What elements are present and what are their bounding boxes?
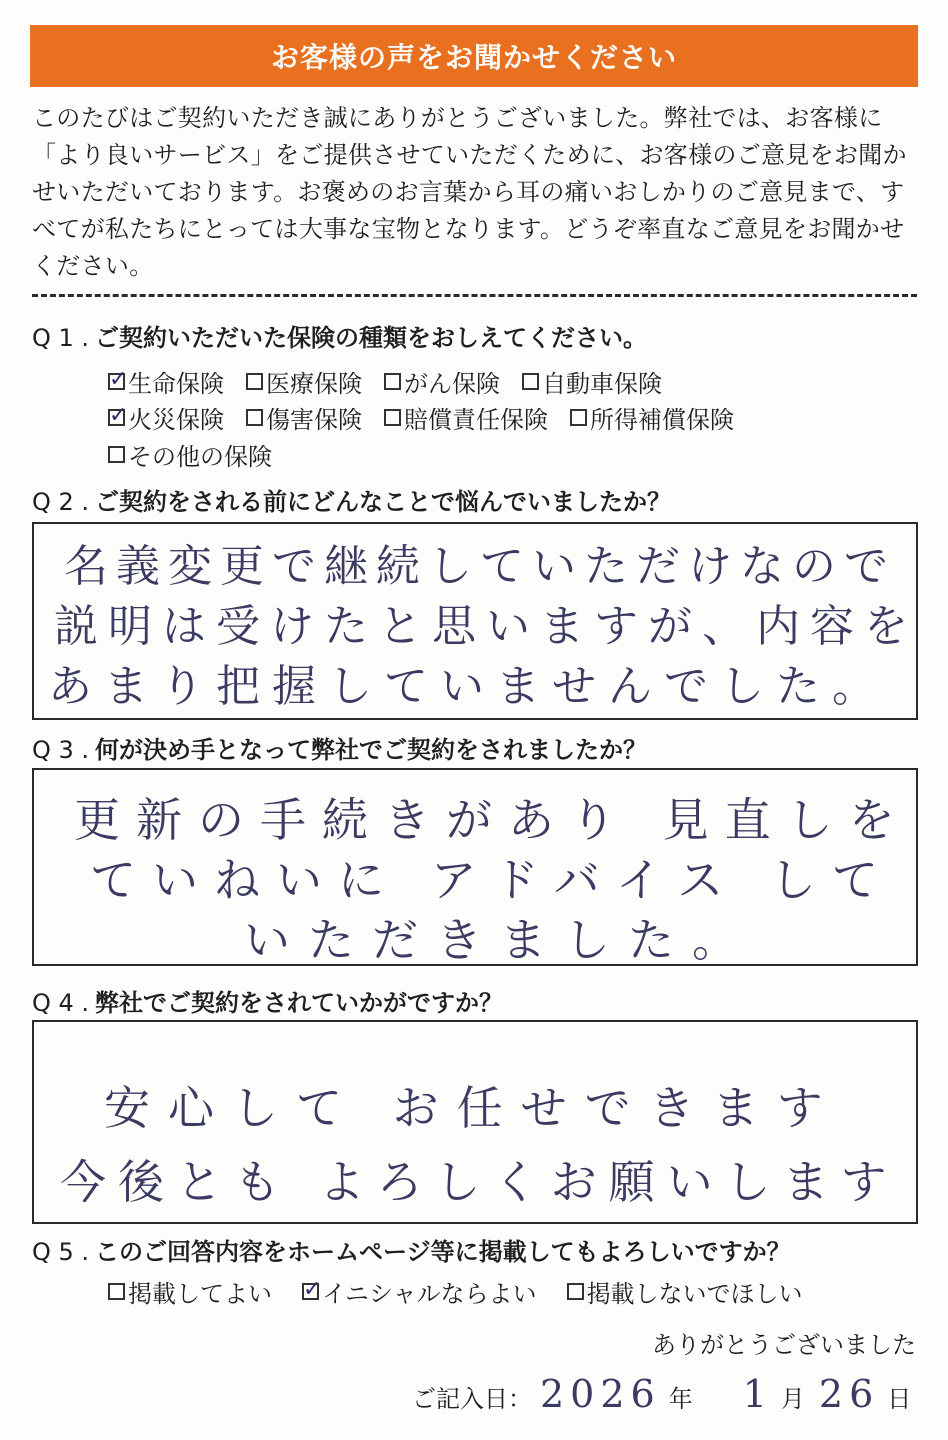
- q1-options-row-2: [108, 400, 756, 435]
- q1-option-income[interactable]: [570, 400, 734, 435]
- checkbox-icon[interactable]: [246, 409, 263, 426]
- answer-3-box[interactable]: [32, 768, 918, 966]
- entry-month[interactable]: 1: [742, 1372, 773, 1416]
- answer-3-line-3: いただきました。: [244, 913, 756, 967]
- intro-paragraph: このたびはご契約いただき誠にありがとうございました。弊社では、お客様に「より良いサービス」をご提供させていただくために、お客様のご意見をお聞かせいただいております。お褒めのお言葉から耳の痛いおしかりのご意見まで、すべてが私たちにとっては大事な宝物となります。どうぞ率直なご意見をお聞かせください。: [32, 104, 907, 280]
- q5-option-initials-ok[interactable]: [302, 1274, 537, 1309]
- dashed-divider: [32, 294, 917, 297]
- answer-2-line-2: 説明は受けたと思いますが、内容を: [54, 601, 918, 652]
- q5-option-publish-ok[interactable]: [108, 1274, 272, 1309]
- question-5-number: Q 5 .: [32, 1238, 90, 1266]
- q1-option-injury[interactable]: [246, 400, 362, 435]
- option-label: 掲載してよい: [128, 1280, 272, 1308]
- question-5-text: このご回答内容をホームページ等に掲載してもよろしいですか？: [95, 1238, 791, 1266]
- answer-4-line-1: 安心して お任せできます: [104, 1081, 841, 1135]
- month-unit: 月: [780, 1385, 805, 1413]
- question-2-number: Q 2 .: [32, 488, 90, 516]
- entry-year[interactable]: 2026: [540, 1372, 661, 1416]
- q1-option-cancer[interactable]: [384, 364, 500, 399]
- thanks-text: ありがとうございました: [652, 1331, 916, 1359]
- checkbox-checked-icon[interactable]: [108, 373, 125, 390]
- checkbox-checked-icon[interactable]: [108, 409, 125, 426]
- question-3-text: 何が決め手となって弊社でご契約をされましたか？: [95, 736, 648, 764]
- question-3: [32, 730, 647, 765]
- checkbox-icon[interactable]: [522, 373, 539, 390]
- option-label: 所得補償保険: [590, 406, 734, 434]
- question-3-number: Q 3 .: [32, 736, 90, 764]
- year-unit: 年: [668, 1385, 693, 1413]
- q1-option-life[interactable]: [108, 364, 224, 399]
- option-label: 自動車保険: [542, 370, 662, 398]
- question-1: [32, 318, 647, 353]
- answer-4-box[interactable]: [32, 1020, 918, 1224]
- option-label: がん保険: [404, 370, 500, 398]
- question-4: [32, 983, 503, 1018]
- answer-3-line-1: 更新の手続きがあり 見直しを: [74, 793, 911, 847]
- checkbox-icon[interactable]: [567, 1283, 584, 1300]
- q5-options-row: [108, 1274, 825, 1309]
- checkbox-icon[interactable]: [108, 1283, 125, 1300]
- answer-2-line-3: あまり把握していませんでした。: [48, 661, 888, 712]
- option-label: 掲載しないでほしい: [586, 1280, 803, 1308]
- option-label: その他の保険: [128, 443, 272, 471]
- question-4-text: 弊社でご契約をされていかがですか？: [95, 989, 504, 1017]
- option-label: 医療保険: [266, 370, 362, 398]
- survey-title-banner: お客様の声をお聞かせください: [30, 25, 918, 87]
- question-2-text: ご契約をされる前にどんなことで悩んでいましたか？: [95, 488, 672, 516]
- q1-option-fire[interactable]: [108, 400, 224, 435]
- answer-3-line-2: ていねいに アドバイス して: [90, 853, 894, 907]
- q5-option-no-publish[interactable]: [567, 1274, 803, 1309]
- question-1-number: Q 1 .: [32, 324, 90, 352]
- option-label: イニシャルならよい: [322, 1280, 537, 1308]
- answer-4-line-2: 今後とも よろしくお願いします: [60, 1155, 899, 1209]
- q1-option-other[interactable]: [108, 437, 272, 472]
- option-label: 生命保険: [128, 370, 224, 398]
- option-label: 傷害保険: [266, 406, 362, 434]
- question-4-number: Q 4 .: [32, 989, 90, 1017]
- q1-options-row-1: [108, 364, 684, 399]
- q1-option-medical[interactable]: [246, 364, 362, 399]
- checkbox-icon[interactable]: [384, 409, 401, 426]
- entry-date: [412, 1372, 911, 1416]
- q1-options-row-3: [108, 437, 294, 472]
- day-unit: 日: [887, 1385, 912, 1413]
- checkbox-icon[interactable]: [108, 446, 125, 463]
- option-label: 賠償責任保険: [404, 406, 548, 434]
- answer-2-line-1: 名義変更で継続していただけなので: [64, 541, 896, 592]
- q1-option-liability[interactable]: [384, 400, 548, 435]
- checkbox-icon[interactable]: [384, 373, 401, 390]
- q1-option-auto[interactable]: [522, 364, 662, 399]
- checkbox-checked-icon[interactable]: [302, 1283, 319, 1300]
- option-label: 火災保険: [128, 406, 224, 434]
- checkbox-icon[interactable]: [246, 373, 263, 390]
- entry-day[interactable]: 26: [818, 1372, 880, 1416]
- answer-2-box[interactable]: [32, 522, 918, 720]
- question-2: [32, 482, 671, 517]
- entry-date-label: ご記入日：: [412, 1385, 532, 1413]
- question-1-text: ご契約いただいた保険の種類をおしえてください。: [95, 324, 648, 352]
- checkbox-icon[interactable]: [570, 409, 587, 426]
- question-5: [32, 1232, 791, 1267]
